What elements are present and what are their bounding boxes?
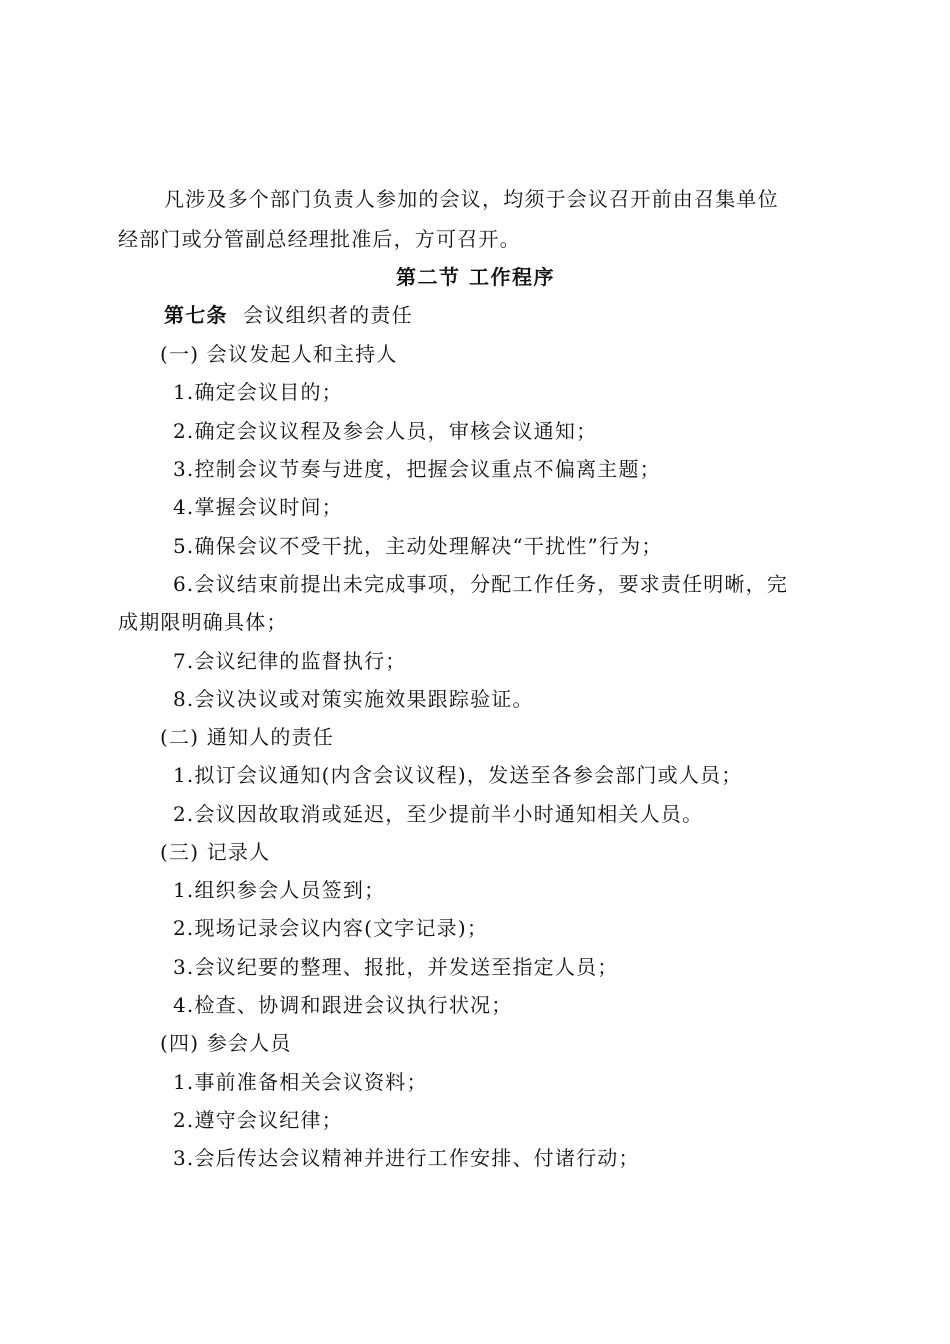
list-item: 4.检查、协调和跟进会议执行状况； <box>173 993 513 1017</box>
list-item: 3.会议纪要的整理、报批，并发送至指定人员； <box>173 955 619 979</box>
list-item: 1.事前准备相关会议资料； <box>173 1070 428 1094</box>
section-title: 第二节 工作程序 <box>396 265 555 289</box>
list-item: 7.会议纪律的监督执行； <box>173 649 407 673</box>
group-heading-3: (三) 记录人 <box>160 840 271 864</box>
list-item: 2.确定会议议程及参会人员，审核会议通知； <box>173 419 598 443</box>
article-label: 第七条 <box>164 303 228 327</box>
article-heading <box>164 302 413 328</box>
group-heading-4: (四) 参会人员 <box>160 1031 292 1055</box>
list-item: 1.拟订会议通知(内含会议议程)，发送至各参会部门或人员； <box>173 763 743 787</box>
list-item: 2.遵守会议纪律； <box>173 1108 343 1132</box>
group-heading-1: (一) 会议发起人和主持人 <box>160 342 398 366</box>
list-item: 3.控制会议节奏与进度，把握会议重点不偏离主题； <box>173 457 661 481</box>
paragraph-intro-line-2: 经部门或分管副总经理批准后，方可召开。 <box>118 227 521 251</box>
list-item: 1.确定会议目的； <box>173 380 343 404</box>
list-item: 1.组织参会人员签到； <box>173 878 386 902</box>
list-item: 6.会议结束前提出未完成事项，分配工作任务，要求责任明晰，完 <box>173 572 789 596</box>
list-item: 2.会议因故取消或延迟，至少提前半小时通知相关人员。 <box>173 802 704 826</box>
list-item: 2.现场记录会议内容(文字记录)； <box>173 916 489 940</box>
group-heading-2: (二) 通知人的责任 <box>160 725 334 749</box>
list-item: 5.确保会议不受干扰，主动处理解决“干扰性”行为； <box>173 534 663 558</box>
article-title: 会议组织者的责任 <box>243 303 413 327</box>
paragraph-intro-line-1: 凡涉及多个部门负责人参加的会议，均须于会议召开前由召集单位 <box>164 187 779 211</box>
list-item: 8.会议决议或对策实施效果跟踪验证。 <box>173 687 534 711</box>
list-item-continuation: 成期限明确具体； <box>118 610 288 634</box>
list-item: 3.会后传达会议精神并进行工作安排、付诸行动； <box>173 1146 640 1170</box>
list-item: 4.掌握会议时间； <box>173 495 343 519</box>
